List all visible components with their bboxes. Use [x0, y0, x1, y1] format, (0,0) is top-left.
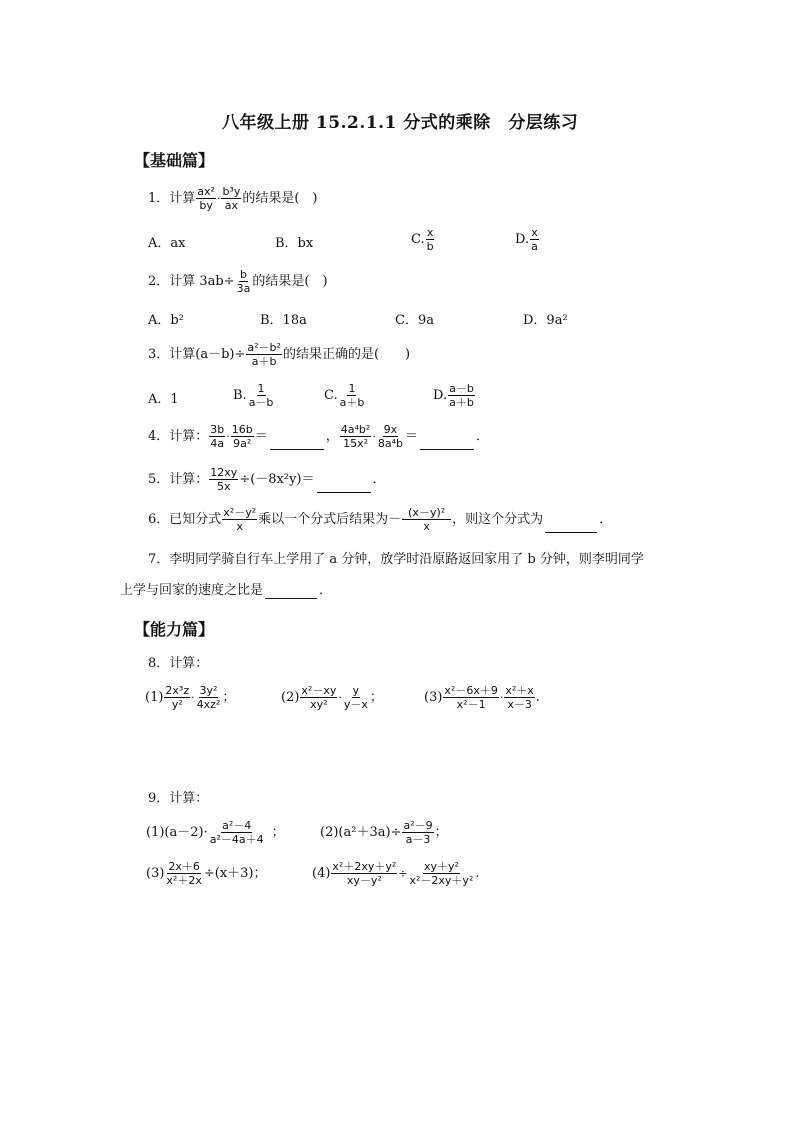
q4-f4-den: 8a⁴b [377, 437, 403, 450]
q2-f-num: b [240, 268, 247, 281]
q6-fraction-1 [222, 506, 257, 533]
q4-f2-num: 16b [231, 423, 253, 436]
q1-option-d-fraction [530, 226, 539, 253]
q9-p4-op: ÷ [398, 867, 408, 880]
q3-c-num: 1 [348, 382, 356, 395]
q4-f4-num: 9x [383, 423, 398, 436]
q8-p2-f1-den: xy² [310, 698, 328, 711]
question-2 [148, 268, 328, 295]
q9-p4-f2-den: x²－2xy＋y² [409, 874, 474, 887]
q1-fraction-1 [196, 185, 216, 212]
q6-fraction-2 [402, 506, 451, 533]
q1-d-num: x [531, 226, 538, 239]
q4-op1: · [226, 430, 230, 443]
q9-p1-f-num: a²－4 [222, 819, 252, 832]
q3-option-a: A．1 [148, 392, 179, 407]
q5-end: ． [372, 472, 386, 487]
q6-end: ． [599, 512, 613, 527]
q9-part-1 [146, 819, 285, 846]
q8-p3-f1-den: x²－1 [456, 698, 486, 711]
q1-option-a: A．ax [148, 236, 186, 251]
section-basic-heading: 【基础篇】 [134, 151, 215, 170]
q6-f1-num: x²－y² [223, 506, 257, 519]
q1-f1-num: ax² [197, 185, 215, 198]
q3-b-num: 1 [257, 382, 265, 395]
q1-c-den: b [426, 240, 434, 253]
q2-option-a: A．b² [148, 313, 184, 328]
q9-p4-f1-num: x²＋2xy＋y² [332, 860, 397, 873]
q8-part-1 [145, 684, 235, 711]
q8-p3-op: · [499, 691, 504, 704]
q9-p1-fraction [209, 819, 265, 846]
q9-p3-end: ； [253, 866, 267, 881]
q6-mid: 乘以一个分式后结果为－ [258, 512, 402, 527]
q8-p3-f2-num: x²＋x [505, 684, 534, 697]
q9-p1-f-den: a²－4a＋4 [209, 833, 264, 846]
q8-p3-fraction-2 [504, 684, 534, 711]
q8-p2-op: · [338, 691, 342, 704]
question-7-line-2 [120, 583, 332, 599]
q2-option-c: C．9a [395, 313, 434, 328]
q8-p1-fraction-1 [164, 684, 190, 711]
q7-line-1: 7．李明同学骑自行车上学用了 a 分钟，放学时沿原路返回家用了 b 分钟，则李明同学 [148, 552, 644, 567]
q8-p1-f1-den: y² [171, 698, 183, 711]
q1-prefix: 1．计算 [148, 191, 196, 206]
q1-option-c-label: C. [411, 232, 425, 247]
q4-fraction-3 [340, 423, 372, 450]
q9-p2-f-den: a－3 [405, 833, 431, 846]
q4-f2-den: 9a² [233, 437, 252, 450]
q2-option-b: B．18a [260, 313, 307, 328]
q4-f3-num: 4a⁴b² [340, 423, 371, 436]
q8-part-2 [281, 684, 383, 711]
q3-option-d-label: D. [433, 388, 448, 403]
q8-part-3 [424, 684, 540, 711]
q9-p3-f-num: 2x＋6 [168, 860, 200, 873]
q8-p3-end: . [535, 690, 540, 705]
q8-p2-end: ； [369, 690, 383, 705]
section-ability-heading: 【能力篇】 [134, 620, 215, 639]
q9-p4-fraction-1 [331, 860, 397, 887]
q4-f1-num: 3b [210, 423, 225, 436]
q8-p3-f1-num: x²－6x＋9 [444, 684, 498, 697]
question-3 [148, 341, 410, 368]
q4-separator: ， [325, 429, 339, 444]
question-4 [148, 423, 489, 450]
q9-p1-prefix: (1)(a－2)· [146, 825, 208, 840]
q8-p1-fraction-2 [196, 684, 222, 711]
q8-p1-f2-den: 4xz² [196, 698, 221, 711]
q8-p1-end: ； [222, 690, 236, 705]
q9-p4-end: . [475, 866, 480, 881]
q8-p3-fraction-1 [443, 684, 498, 711]
question-1 [148, 185, 318, 212]
q8-p2-f1-num: x²－xy [301, 684, 337, 697]
q3-option-c-fraction [339, 382, 366, 409]
q9-p3-fraction [165, 860, 202, 887]
q1-f2-den: ax [224, 199, 239, 212]
q6-f1-den: x [236, 520, 243, 533]
q7-answer-blank[interactable] [265, 586, 317, 599]
q8-p1-f2-num: 3y² [199, 684, 218, 697]
q8-p2-f2-num: y [352, 684, 360, 697]
q9-p2-prefix: (2)(a²＋3a)÷ [320, 825, 402, 840]
question-6 [148, 506, 612, 533]
q7-line-2: 上学与回家的速度之比是 [120, 583, 264, 598]
q4-answer-blank-2[interactable] [420, 437, 474, 450]
q3-option-b-fraction [248, 382, 275, 409]
q9-p4-f1-den: xy－y² [346, 874, 382, 887]
q9-p4-f2-num: xy＋y² [423, 860, 459, 873]
q9-part-3 [146, 860, 267, 887]
q3-option-d [433, 382, 476, 409]
q6-suffix: ，则这个分式为 [452, 512, 544, 527]
q9-p3-mid: ÷(x＋3) [203, 866, 254, 881]
q6-prefix: 6．已知分式 [148, 512, 222, 527]
q6-f2-num: (x－y)² [402, 506, 451, 520]
q8-p1-index: (1) [145, 690, 164, 705]
q9-p3-prefix: (3) [146, 866, 165, 881]
q1-option-d-label: D. [515, 232, 530, 247]
q5-answer-blank[interactable] [317, 480, 371, 493]
q1-op: · [216, 192, 221, 205]
q1-option-b: B．bx [275, 236, 314, 251]
q3-d-den: a＋b [449, 396, 474, 409]
q4-f1-den: 4a [210, 437, 225, 450]
q1-option-d [515, 226, 540, 253]
q6-answer-blank[interactable] [545, 520, 597, 533]
q4-op2: · [372, 430, 376, 443]
q5-prefix: 5．计算： [148, 472, 209, 487]
q6-f2-den: x [423, 520, 430, 533]
q1-c-num: x [426, 226, 434, 239]
q2-f-den: 3a [236, 282, 251, 295]
q3-fraction [246, 341, 282, 368]
q2-fraction [236, 268, 252, 295]
q2-prefix: 2．计算 3ab÷ [148, 274, 235, 289]
q1-d-den: a [531, 240, 538, 253]
q8-p3-index: (3) [424, 690, 443, 705]
q9-p1-end: ； [271, 825, 285, 840]
q5-f-num: 12xy [210, 466, 238, 479]
q9-p4-fraction-2 [409, 860, 475, 887]
q2-suffix: 的结果是( ) [252, 274, 328, 289]
q7-end: ． [319, 583, 333, 598]
q4-answer-blank-1[interactable] [270, 437, 324, 450]
q3-b-den: a－b [248, 396, 274, 409]
q3-option-b-label: B. [233, 388, 247, 403]
q8-label: 8．计算： [148, 656, 209, 671]
q1-suffix: 的结果是( ) [242, 191, 318, 206]
q4-equals-2: ＝ [404, 429, 418, 444]
q3-c-den: a＋b [339, 396, 365, 409]
q9-label: 9．计算： [148, 791, 209, 806]
q4-prefix: 4．计算： [148, 429, 209, 444]
q9-p3-f-den: x²＋2x [166, 874, 202, 887]
q3-prefix: 3．计算(a－b)÷ [148, 347, 246, 362]
q9-p2-f-num: a²－9 [403, 819, 433, 832]
q9-part-2 [320, 819, 448, 846]
q3-suffix: 的结果正确的是( ) [282, 347, 411, 362]
q3-option-c [324, 382, 366, 409]
q4-f3-den: 15x² [343, 437, 369, 450]
q4-equals-1: ＝ [254, 429, 268, 444]
page-title: 八年级上册 15.2.1.1 分式的乘除 分层练习 [222, 113, 579, 133]
q5-f-den: 5x [217, 480, 231, 493]
q9-p2-fraction [402, 819, 433, 846]
q9-p4-prefix: (4) [312, 866, 331, 881]
q3-f-num: a²－b² [247, 341, 281, 354]
q4-fraction-1 [209, 423, 225, 450]
q1-option-c [411, 226, 436, 253]
q1-f2-num: b³y [222, 185, 241, 198]
q8-p3-f2-den: x－3 [507, 698, 532, 711]
q4-fraction-4 [377, 423, 404, 450]
q4-end: ． [475, 429, 489, 444]
question-5 [148, 466, 386, 493]
q3-option-b [233, 382, 275, 409]
q8-p2-index: (2) [281, 690, 300, 705]
q3-f-den: a＋b [251, 355, 277, 368]
q9-p2-end: ； [434, 825, 448, 840]
q1-f1-den: by [199, 199, 213, 212]
q2-option-d: D．9a² [523, 313, 568, 328]
q1-fraction-2 [221, 185, 241, 212]
q3-d-num: a－b [449, 382, 474, 395]
q8-p2-fraction-2 [343, 684, 369, 711]
q3-option-c-label: C. [324, 388, 338, 403]
q8-p2-fraction-1 [300, 684, 337, 711]
q8-p1-f1-num: 2x³z [165, 684, 190, 697]
q5-mid: ÷(－8x²y)＝ [239, 472, 315, 487]
q3-option-d-fraction [448, 382, 475, 409]
q1-option-c-fraction [426, 226, 435, 253]
q8-p1-op: · [191, 691, 195, 704]
q5-fraction [209, 466, 238, 493]
q8-p2-f2-den: y－x [343, 698, 368, 711]
q9-part-4 [312, 860, 480, 887]
q4-fraction-2 [231, 423, 254, 450]
